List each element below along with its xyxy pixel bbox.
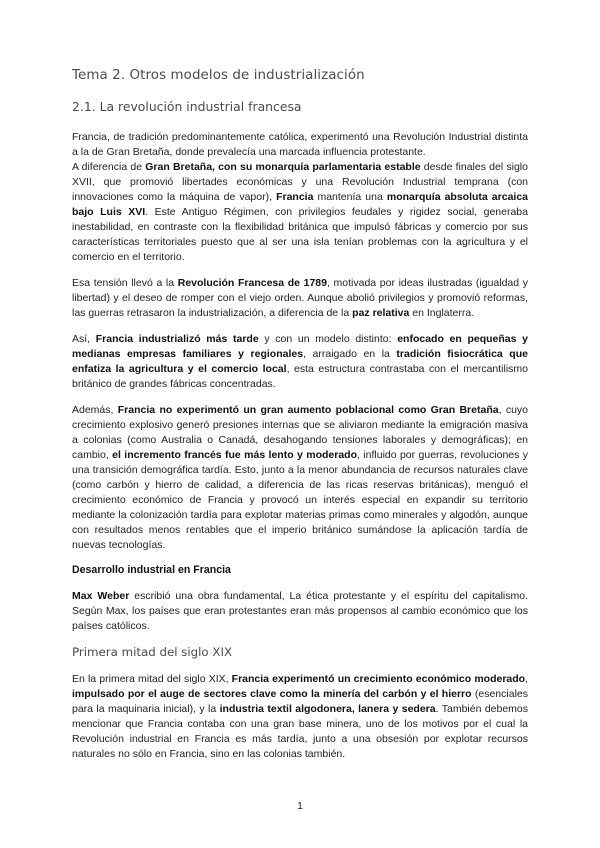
paragraph-late-industrialization xyxy=(72,332,528,392)
text-run: , influido por guerras, revoluciones y una transición demográfica tardía. Esto, junto a la menor abundancia de recursos naturales clave (como carbón y hierro de calidad, a diferencia de las ricas reservas británicas), menguó el crecimiento económico de Francia y provocó un interés especial en expandir su territorio mediante la colonización tardía para explotar materias primas como minerales y algodón, aunque con resultados menos rentables que el imperio británico sumándose la aplicación tardía de nuevas tecnologías. xyxy=(72,449,529,551)
bold-run: Gran Bretaña, con su monarquía parlamentaria estable xyxy=(145,161,421,173)
text-run: . También debemos mencionar que Francia contaba con una gran base minera, uno de los motivos por el cual la Revolución industrial en Francia es más tardía, junto a una obsesión por explotar recursos naturales no sólo en Francia, sino en las colonias también. xyxy=(72,703,529,760)
section-title-first-half: Primera mitad del siglo XIX xyxy=(72,645,233,659)
text-run: en Inglaterra. xyxy=(409,307,475,319)
text-run: mantenía una xyxy=(313,191,387,203)
text-run: Francia, de tradición predominantemente católica, experimentó una Revolución Industrial distinta a la de Gran Bretaña, donde prevalecía una marcada influencia protestante. xyxy=(72,131,528,158)
document-title: Tema 2. Otros modelos de industrialización xyxy=(72,68,365,83)
bold-run: el incremento francés fue más lento y moderado xyxy=(112,449,357,461)
text-run: Así, xyxy=(72,333,96,345)
text-run: Además, xyxy=(72,404,118,416)
text-run: A diferencia de xyxy=(72,161,146,173)
subheading-industrial-development: Desarrollo industrial en Francia xyxy=(72,564,231,576)
bold-run: Francia industrializó más tarde xyxy=(95,333,259,345)
section-title: 2.1. La revolución industrial francesa xyxy=(72,99,302,114)
text-run: , arraigado en la xyxy=(303,348,397,360)
text-run: , motivada por ideas ilustradas (igualdad y libertad) y el deseo de romper con el viejo orden. Aunque abolió privilegios y promovió reformas, las guerras retrasaron la industrialización, a diferencia de la xyxy=(72,277,528,319)
text-run: . Este Antiguo Régimen, con privilegios feudales y rigidez social, generaba inestabilidad, en contraste con la flexibilidad británica que impulsó fábricas y comercio por sus características territoriales puesto que al ser una isla tenían problemas con la agricultura y el comercio en el territorio. xyxy=(72,206,528,263)
bold-run: Francia no experimentó un gran aumento poblacional como Gran Bretaña xyxy=(117,404,499,416)
text-run: , esta estructura contrastaba con el mercantilismo británico de grandes fábricas concentradas. xyxy=(72,363,529,390)
bold-run: Revolución Francesa de 1789 xyxy=(177,277,327,289)
page-number: 1 xyxy=(297,800,303,812)
bold-run: monarquía absoluta arcaica bajo Luis XVI xyxy=(72,191,528,218)
bold-run: impulsado por el auge de sectores clave como la minería del carbón y el hierro xyxy=(72,688,472,700)
paragraph-first-half xyxy=(72,672,528,762)
bold-run: enfocado en pequeñas y medianas empresas familiares y regionales xyxy=(72,333,528,360)
text-run: desde finales del siglo XVII, que promovió libertades económicas y una Revolución Industrial temprana (con innovaciones como la máquina de vapor), xyxy=(72,161,528,203)
paragraph-intro xyxy=(72,130,528,160)
text-run: , xyxy=(525,673,528,685)
bold-run: tradición fisiocrática que enfatiza la agricultura y el comercio local xyxy=(72,348,528,375)
bold-run: paz relativa xyxy=(352,307,410,319)
bold-run: Francia experimentó un crecimiento económico moderado xyxy=(231,673,526,685)
text-run: (esenciales para la maquinaria inicial), y la xyxy=(72,688,528,715)
paragraph-population xyxy=(72,403,528,553)
bold-run: Max Weber xyxy=(72,590,130,602)
text-run: , cuyo crecimiento explosivo generó presiones internas que se aliviaron mediante la emigración masiva a colonias (como Australia o Canadá, desahogando tensiones laborales y demográficas); en cambio, xyxy=(72,404,528,461)
paragraph-revolution xyxy=(72,276,528,321)
text-run: escribió una obra fundamental, La ética protestante y el espíritu del capitalismo. Según Max, los países que eran protestantes eran más propensos al cambio económico que los países católicos. xyxy=(72,590,528,632)
bold-run: Francia xyxy=(276,191,314,203)
text-run: En la primera mitad del siglo XIX, xyxy=(72,673,232,685)
page-content xyxy=(72,68,528,762)
text-run: y con un modelo distinto: xyxy=(258,333,398,345)
bold-run: industria textil algodonera, lanera y sedera xyxy=(219,703,436,715)
text-run: Esa tensión llevó a la xyxy=(72,277,178,289)
paragraph-monarchy-contrast xyxy=(72,160,528,265)
paragraph-weber xyxy=(72,589,528,634)
